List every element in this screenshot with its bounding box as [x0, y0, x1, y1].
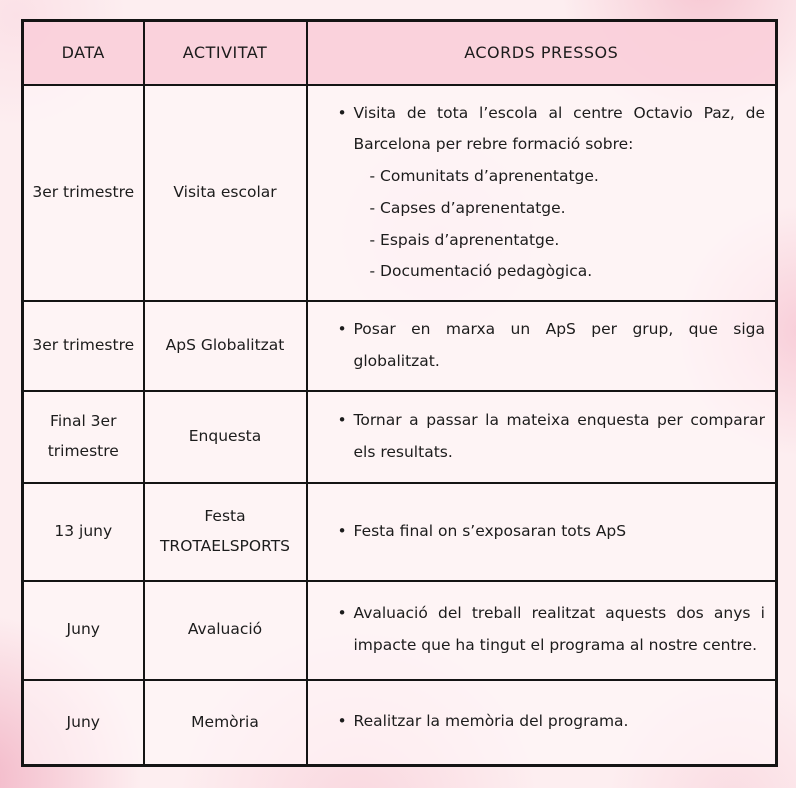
cell-acords [307, 483, 777, 581]
header-acords-pressos: ACORDS PRESSOS [307, 21, 777, 85]
cell-data: Juny [23, 581, 144, 680]
table-row [23, 680, 777, 766]
cell-data: 3er trimestre [23, 301, 144, 391]
cell-data: 3er trimestre [23, 85, 144, 302]
table-row [23, 391, 777, 483]
subitem: - Comunitats d’aprenentatge. [369, 167, 599, 186]
bullet-text: Tornar a passar la mateixa enquesta per comparar els resultats. [353, 410, 765, 461]
bullet-text: Realitzar la memòria del programa. [353, 712, 629, 731]
cell-activitat: Memòria [144, 680, 307, 766]
cell-activitat: Festa TROTAELSPORTS [144, 483, 307, 581]
cell-acords [307, 391, 777, 483]
bullet-marker: • [337, 521, 347, 540]
table-header-row [23, 21, 777, 85]
cell-acords [307, 301, 777, 391]
subitem: - Espais d’aprenentatge. [369, 230, 560, 249]
cell-acords [307, 581, 777, 680]
cell-activitat: ApS Globalitzat [144, 301, 307, 391]
bullet-marker: • [337, 103, 347, 122]
cell-data: Juny [23, 680, 144, 766]
bullet-marker: • [337, 712, 347, 731]
bullet-marker: • [337, 410, 347, 429]
bullet-item [338, 314, 766, 378]
bullet-text: Avaluació del treball realitzat aquests dos anys i impacte que ha tingut el programa al nostre centre. [353, 604, 765, 655]
table-row [23, 483, 777, 581]
bullet-item [338, 98, 766, 289]
bullet-item [338, 405, 766, 469]
acords-table [21, 19, 778, 767]
cell-activitat: Enquesta [144, 391, 307, 483]
table-row [23, 85, 777, 302]
table-row [23, 301, 777, 391]
cell-acords [307, 680, 777, 766]
subitem-list [354, 161, 766, 288]
cell-activitat: Visita escolar [144, 85, 307, 302]
bullet-text: Visita de tota l’escola al centre Octavio Paz, de Barcelona per rebre formació sobre: [353, 103, 765, 154]
bullet-marker: • [337, 320, 347, 339]
subitem: - Capses d’aprenentatge. [369, 198, 566, 217]
header-data: DATA [23, 21, 144, 85]
cell-acords [307, 85, 777, 302]
bullet-text: Festa final on s’exposaran tots ApS [353, 521, 627, 540]
bullet-item [338, 706, 766, 738]
table-row [23, 581, 777, 680]
bullet-item [338, 516, 766, 548]
bullet-marker: • [337, 604, 347, 623]
cell-data: Final 3er trimestre [23, 391, 144, 483]
subitem: - Documentació pedagògica. [369, 262, 593, 281]
bullet-text: Posar en marxa un ApS per grup, que siga globalitzat. [353, 320, 765, 370]
cell-data: 13 juny [23, 483, 144, 581]
cell-activitat: Avaluació [144, 581, 307, 680]
header-activitat: ACTIVITAT [144, 21, 307, 85]
bullet-item [338, 598, 766, 662]
